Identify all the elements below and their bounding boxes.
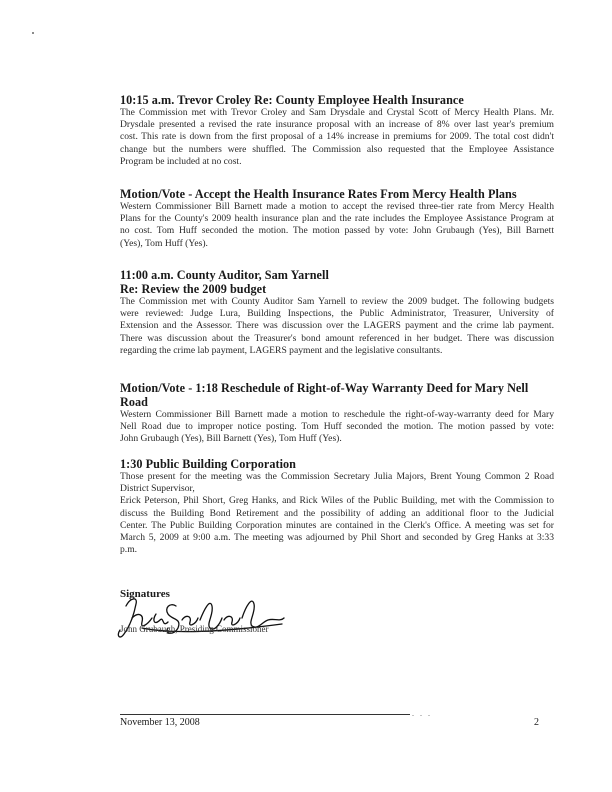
section-body [120,409,554,446]
minutes-section [120,381,554,446]
section-body [120,471,554,556]
page-number: 2 [534,717,539,728]
section-heading: Motion/Vote - Accept the Health Insurance Rates From Mercy Health Plans [120,187,517,201]
footer-date: November 13, 2008 [120,717,200,728]
body-line: John Grubaugh (Yes), Bill Barnett (Yes), Tom Huff (Yes). [120,433,342,445]
body-line: Extension and the Assessor. There was discussion over the LAGERS payment and the crime lab payment. [120,320,554,332]
minutes-section [120,93,554,168]
body-line: discuss the Building Bond Retirement and the possibility of adding an additional floor to the Judicial [120,507,554,519]
section-heading: 10:15 a.m. Trevor Croley Re: County Employee Health Insurance [120,93,464,107]
handwritten-signature [112,584,292,644]
body-line: District Supervisor, [120,483,195,495]
section-heading: Re: Review the 2009 budget [120,282,267,296]
minutes-section [120,187,554,250]
body-line: Plans for the County's 2009 health insurance plan and the rate includes the Employee Assistance Program at [120,213,554,225]
section-heading: Motion/Vote - 1:18 Reschedule of Right-of-Way Warranty Deed for Mary Nell Road [120,381,529,409]
body-line: Western Commissioner Bill Barnett made a motion to accept the revised three-tier rate from Mercy Health [120,201,554,212]
body-line: (Yes), Tom Huff (Yes). [120,237,208,249]
body-line: Those present for the meeting was the Commission Secretary Julia Majors, Brent Young Common 2 Road [120,471,554,482]
body-line: Drysdale presented a revised the rate insurance proposal with an increase of 8% over last year's premium [120,119,554,131]
body-line: no cost. Tom Huff seconded the motion. The motion passed by vote: John Grubaugh (Yes), Bill Barnett [120,225,554,237]
body-line: regarding the crime lab payment, LAGERS payment and the legislative consultants. [120,344,443,356]
minutes-section [120,268,554,357]
section-body [120,296,554,357]
body-line: were reviewed: Judge Lura, Building Inspections, the Public Administrator, Treasurer, University of [120,308,554,320]
body-line: change but the numbers were shuffled. The Commission also requested that the Employee Assistance [120,143,554,155]
section-body [120,107,554,168]
section-heading: 1:30 Public Building Corporation [120,457,296,471]
body-line: The Commission met with Trevor Croley and Sam Drysdale and Crystal Scott of Mercy Health Plans. Mr. [120,107,554,118]
body-line: p.m. [120,544,138,556]
footer-rule [120,714,410,715]
signature-caption: John Grubaugh, Presiding Commissioner [120,624,269,634]
section-heading: 11:00 a.m. County Auditor, Sam Yarnell [120,268,329,282]
body-line: Program be included at no cost. [120,155,242,167]
footer-dots: . . . [412,709,432,718]
minutes-section [120,457,554,556]
body-line: Nell Road due to improper notice posting. Tom Huff seconded the motion. The motion passed by vote: [120,421,554,433]
body-line: Western Commissioner Bill Barnett made a motion to reschedule the right-of-way-warranty deed for Mary [120,409,554,420]
signatures-heading: Signatures [120,588,170,600]
body-line: The Commission met with County Auditor Sam Yarnell to review the 2009 budget. The following budgets [120,296,554,307]
body-line: Erick Peterson, Phil Short, Greg Hanks, and Rick Wiles of the Public Building, met with the Commission to [120,495,554,507]
body-line: cost. This rate is down from the first proposal of a 14% increase in premiums for 2009. The total cost didn't [120,131,554,143]
body-line: March 5, 2009 at 9:00 a.m. The meeting was adjourned by Phil Short and seconded by Greg Hanks at 3:33 [120,532,554,544]
body-line: Center. The Public Building Corporation minutes are contained in the Clerk's Office. A meeting was set for [120,519,554,531]
scan-speck [32,32,34,34]
body-line: There was discussion about the Treasurer's bond amount referenced in her budget. There was discussion [120,332,554,344]
section-body [120,201,554,250]
